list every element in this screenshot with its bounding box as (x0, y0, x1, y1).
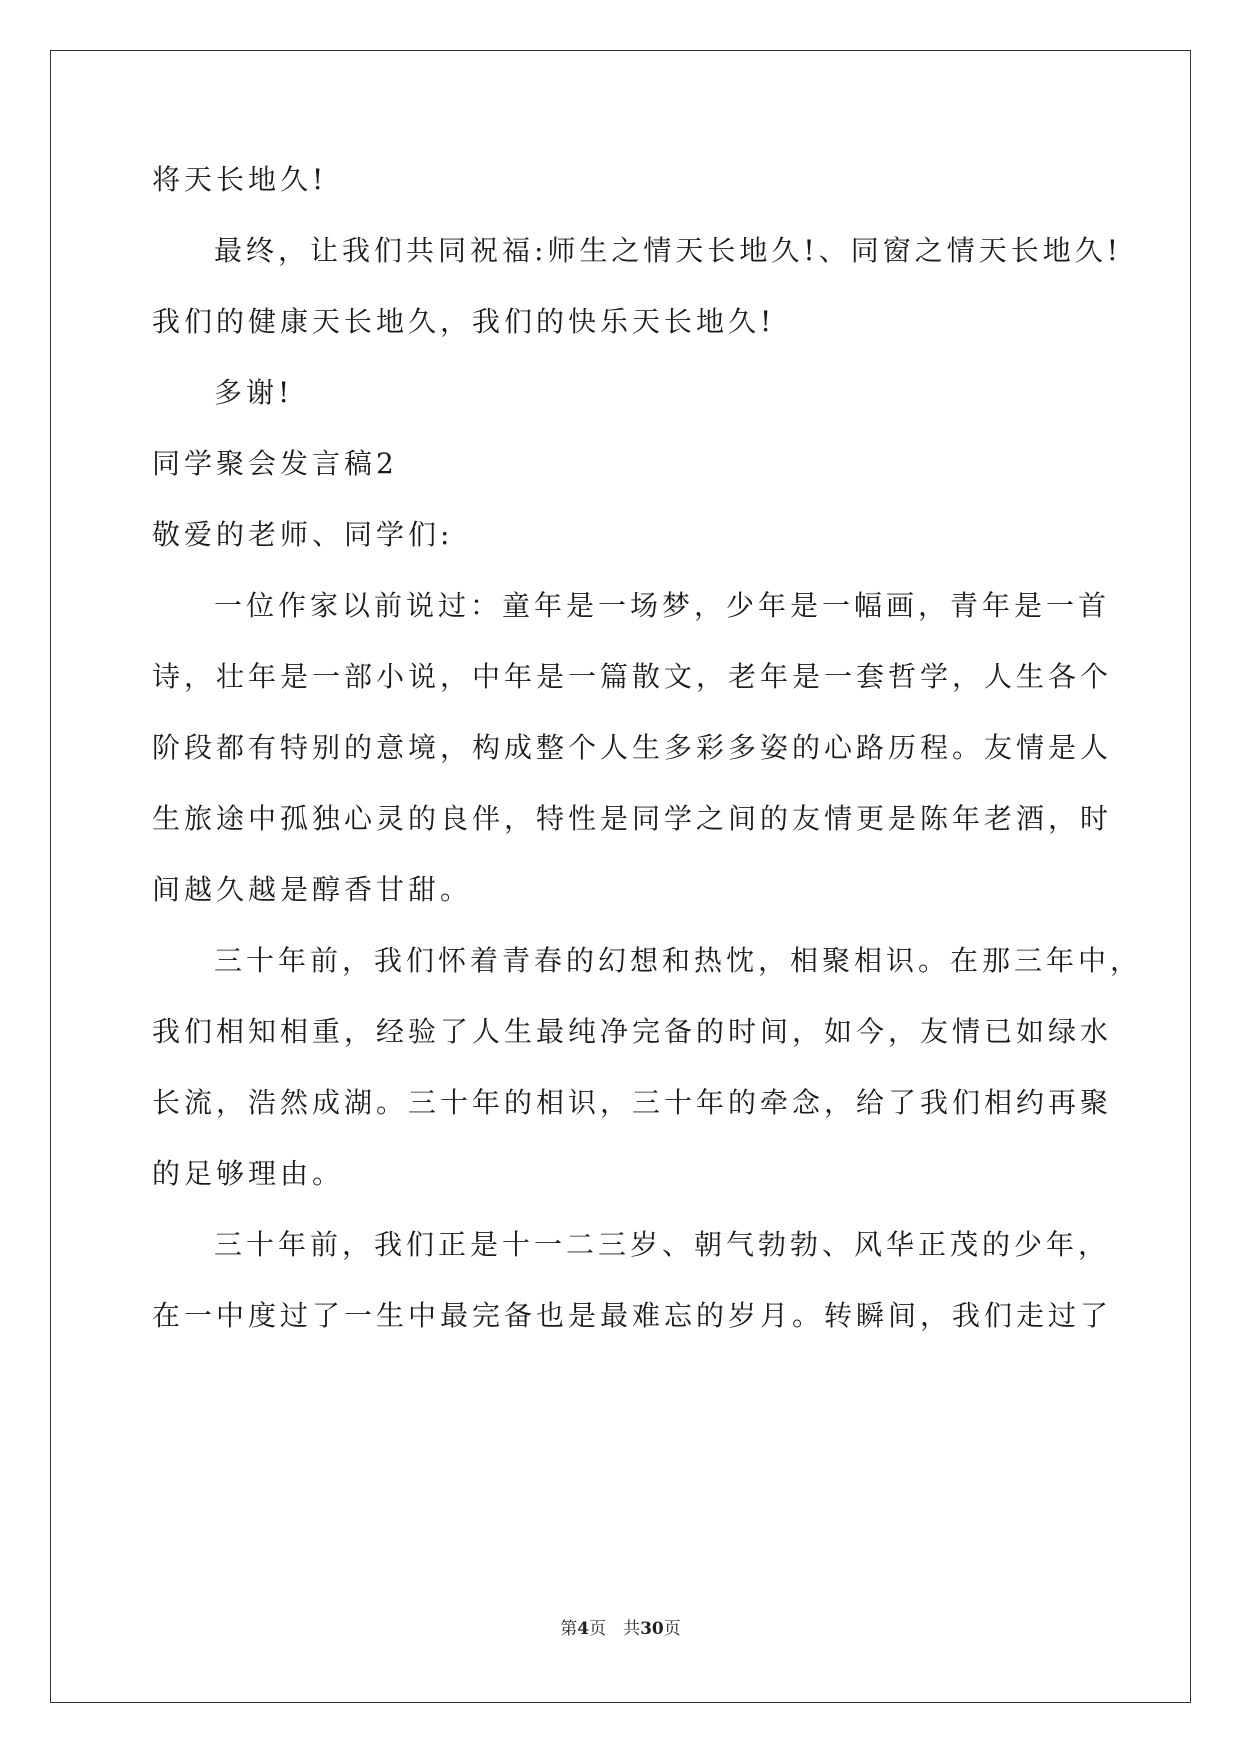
page-footer (0, 1614, 1241, 1639)
text-line: 三十年前，我们怀着青春的幻想和热忱，相聚相识。在那三年中， (214, 944, 1143, 977)
text-line: 长流，浩然成湖。三十年的相识，三十年的牵念，给了我们相约再聚 (152, 1086, 1113, 1119)
text-line: 间越久越是醇香甘甜。 (152, 873, 473, 906)
text-line: 诗，壮年是一部小说，中年是一篇散文，老年是一套哲学，人生各个 (152, 660, 1113, 693)
text-line: 阶段都有特别的意境，构成整个人生多彩多姿的心路历程。友情是人 (152, 731, 1113, 764)
text-line: 我们的健康天长地久，我们的快乐天长地久! (152, 305, 776, 338)
footer-prefix: 第 (560, 1619, 578, 1639)
salutation: 敬爱的老师、同学们: (152, 518, 454, 551)
section-heading: 同学聚会发言稿2 (152, 447, 398, 480)
text-line: 一位作家以前说过：童年是一场梦，少年是一幅画，青年是一首 (214, 589, 1111, 622)
text-line: 的足够理由。 (152, 1157, 345, 1190)
text-line: 将天长地久! (152, 163, 328, 196)
footer-mid: 页 共 (589, 1619, 641, 1639)
text-line: 最终，让我们共同祝福:师生之情天长地久!、同窗之情天长地久! (214, 234, 1122, 267)
current-page-number: 4 (577, 1619, 590, 1639)
total-page-number: 30 (640, 1619, 664, 1639)
text-line: 三十年前，我们正是十一二三岁、朝气勃勃、风华正茂的少年， (214, 1228, 1111, 1261)
text-line: 多谢! (214, 376, 294, 409)
text-line: 我们相知相重，经验了人生最纯净完备的时间，如今，友情已如绿水 (152, 1015, 1113, 1048)
text-line: 在一中度过了一生中最完备也是最难忘的岁月。转瞬间，我们走过了 (152, 1299, 1113, 1332)
text-line: 生旅途中孤独心灵的良伴，特性是同学之间的友情更是陈年老酒，时 (152, 802, 1113, 835)
footer-suffix: 页 (663, 1619, 681, 1639)
